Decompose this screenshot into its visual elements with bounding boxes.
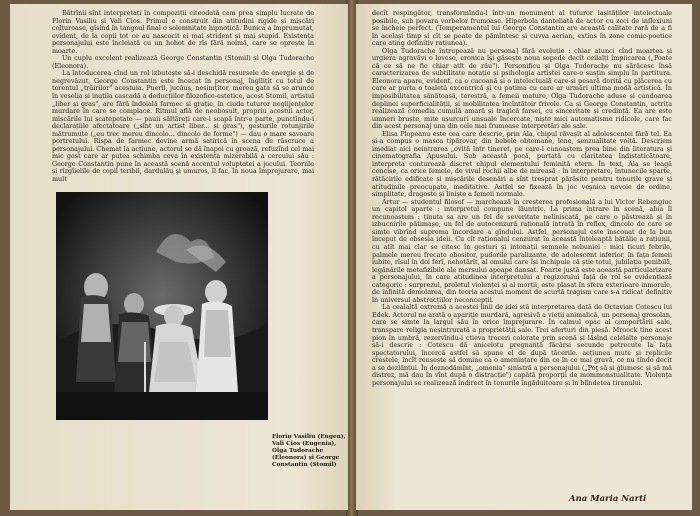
paragraph: decît respingător, transformîndu-l într-un monument al tuturor lașităților intelectuale posibile, sub povara vorbelor frumoase. Hiperbola danteliată de actor cu zeci de inflexiuni se încheie perfect. (Temperamentul lui George Constantin are această calitate rară de a fi în același timp și cît se poate de pămîntesc și cuvva aerian, extins în zone comic-poetice care ating definitiv rațiunea). [372, 9, 672, 48]
paragraph: Olga Tudorache întrupează nu persona] fără evoluție : chiar atunci cînd moartea și urgiera agravăvi o lovese, cronica își găsește noua sopede decît ceilalți împiicarea („Poate că ce să ne fie chiar atît de rău"). Personificu și Olga Tudorache nu sărăcesc însă caracterizarea de subtilitate notație și psihologia artistei care-o susțin simplu în partitura. Eleonora apare, evident, ca o cucoană și o intelectuală care-și pesară dorită cu plăcerea cu care ar purta o toaletă excentrică și cu patima cu care ar urmări ultima modă artistică. În imposibilitatea sănătoasă, terestră, a femeii mature, Olga Tudorache aduse și candoarea deplinei superficialității, și mobilitatea încîntătoir frivole. Ca și George Constantin, actrița realizează comedia cumulă amară și tragică farsei, cu sinceritate și credință. Ea are este umneri bruște, mite ușurcuri unsuale încercate, niște mici automatisme ridicole, care fac din acest personaj una din cele mai frumoase interpretări ale sale. [372, 46, 672, 131]
paragraph: Artur — studentul filosof — marchează în cresterea profesională a lui Victor Rebengiuc un capitol aparte : interpretul compune lăuntric. La prima intrare în scenă, abia îl recunoaștem : ținuta sa are un fel de severitate neliniscată, pe care o păstrează și în izbucnirile pătimașe, un fel de autocenzură rațională intrată în reflex, dincolo de care se simte vibrînd suprema încordare a gîndului. Astfel, personajul este înscouat de la bun început de obsesia ideii. Cu cît raționalul cenzurat în această înțeleaptă bătălie a rațiunii, cu atît mai clar se citesc în gesturi și intonații semnele nebuniei : mici ticuri febrile, palmele mereu frecate obositor, pudorile paralizante, de adolescent inferior, în fața femeii iubite, rîsul în doi ferî, nehotărît, al omului care își închipuie că știe totul, jubilația penibilă, legănările metafizibile ale mersului apoape dansat. Foarte justă este această particularizare a personajului, în care atitudinea interpretului a regizorului față de rol se evidențiază categoric : surprezul, proletul violenței și al morții, este plasat în sfera exterioare inmorale, de infinită demolarea, din teoria acestui moment de scurtă tragism care s-a ridicat definitiv în universul abstracțiilor neconcepții. [372, 197, 672, 304]
paragraph: Elisa Plopeanu este cea care descrie, prin Ala, chipul răvașit al adolescenței fără tel. Ea și-a compus o masca tipărovar, din bebele obtomane, lene, senzualitate voită. Descriem imediat aici neintrarea „ovită într tineret, pe care-l cunoaștem prea bine din literatura și cinematografia Apusului. Sub această pocă, purtată cu claritatea Indistaticătoare, interpreta conturează discret chipul elementului feminită etern. În text, Ala se leagă concise, ca orice femeie, de vivul rochii albe de mireasă : în interpretare, întunecile sparte, rătăcirile edificate și mișcările desenări a sînt tresprat părăsite pentru tonurile grave și atitudinile preocupate, meditative. Astfel se fixează în joc veșnica nevoie de ordine, simplitate, dragoste și liniște a femeii normale. [372, 129, 672, 199]
paragraph: La întoducerea cînd un rol izbutește să-i deschidă resursele de energie și de negrevăzut, George Constantin este încecat în personaj, îngîlițit cu totul de torentul „trăirilor" acestuia. Puerll, jucăuș, nesimțitor, mereu gata să se arunce în veselia și inutila cascadă a deducțiilor filozofice-estetice, acest Stomil, artistul „liber și gras", are fără îndoială farmec și grație, în ciuda tuturor neglijențelor murdare în care se complace. Ritmul află de neobosuit, propriu acestui actor, mișcările lui scatepetate — pauii săltăreți care-i scapă într-o parte, punctîndu-i declarațiile afectatoare („sînt un artist liber... și gras"), gesturile rotunjirile mătrumute („eu trec mereu dincolo... dincolo de forme") — dau o mare savoare portretului. Rispa de farmec devine armă satirică în scena de răscruce a personajului. Chemat la acțiune, actorul se dă înapoi cu groază, refuzînd cel mai mic gest care ar putea schimba ceva în existența mizerabilă a cercului său : George Constantin pune în această scenă accentul voluptatei a jocului. Teoriile și rîzgîielile de copil teribil, dardulău și umuros, îl fac, în noua împrejurare, mai mult [52, 69, 314, 184]
left-page [10, 4, 348, 510]
photo-caption: Florin Vasiliu (Eugen), Vali Cios (Eugenia), Olga Tudorache (Eleonora) și George Constantin (Stomil) [272, 434, 346, 468]
paragraph: Un cuplu excelent realizează George Constantin (Stomil) și Olga Tudorache (Eleonora). [52, 54, 314, 70]
stage-photo-image [56, 192, 268, 420]
paragraph: La cealaltă extremă a acestei linii de idei stă interpretarea dată de Octavian Cotescu lui Edek. Actorul ne arată o apariție murdară, agresivă a vieții animalică, un personaj grosolan, care se simte la largul său în orice împrejurare. În calmul opac al comportării sale, transpare religia neșintrurată a proprietății sale. Trei aferturi din piesă. Mroock tine acest pion în umbră, rezervîndu-i ctieva treceri colorate prin scenă și lăsînd celelalte personaje să-i descrie : Cotescu dă anicelotu pregnanță făcărsi secunde petrecute la fața spectatorului, încercă astfel să spune el de după tăcerile. acțiunea mute și replicile crestele, încît reușește să domine ca o amenințare din ce în ce mai gravă, ce nu tînde decît a se dezlănțui. În deznodămînt, „omenia" sinistră a personajului („Poţ să și glumesc și să mă distrez, mă dau în vînt după o distracție") capătă proporţii de mommonstualitate. Violența personajului se realizează indirect în tonurile îngăduitoare și în blîndetea tiranului. [372, 303, 672, 387]
author-signature: Ana Maria Narti [569, 494, 647, 504]
stage-photo [56, 192, 268, 420]
right-page [356, 4, 692, 510]
left-text-column [52, 10, 314, 184]
right-text-column [372, 10, 672, 387]
paragraph: Bătrînii sînt interpretați în compoziții citeodată cam prea simplu lucrate de Florin Vasiliu și Vali Cios. Primul e construit din atitudini rigide și mișcări colțuroase, gîsind în tangoul final o solemnitate hipnotică. Bunica a împrumutat, evident, de la copii tot ce au nascocit ei mai strident și mai stupid. Existența personajului este încleiată cu un hohot de rîs fără noimă, care se oprește în moarte. [52, 9, 314, 55]
